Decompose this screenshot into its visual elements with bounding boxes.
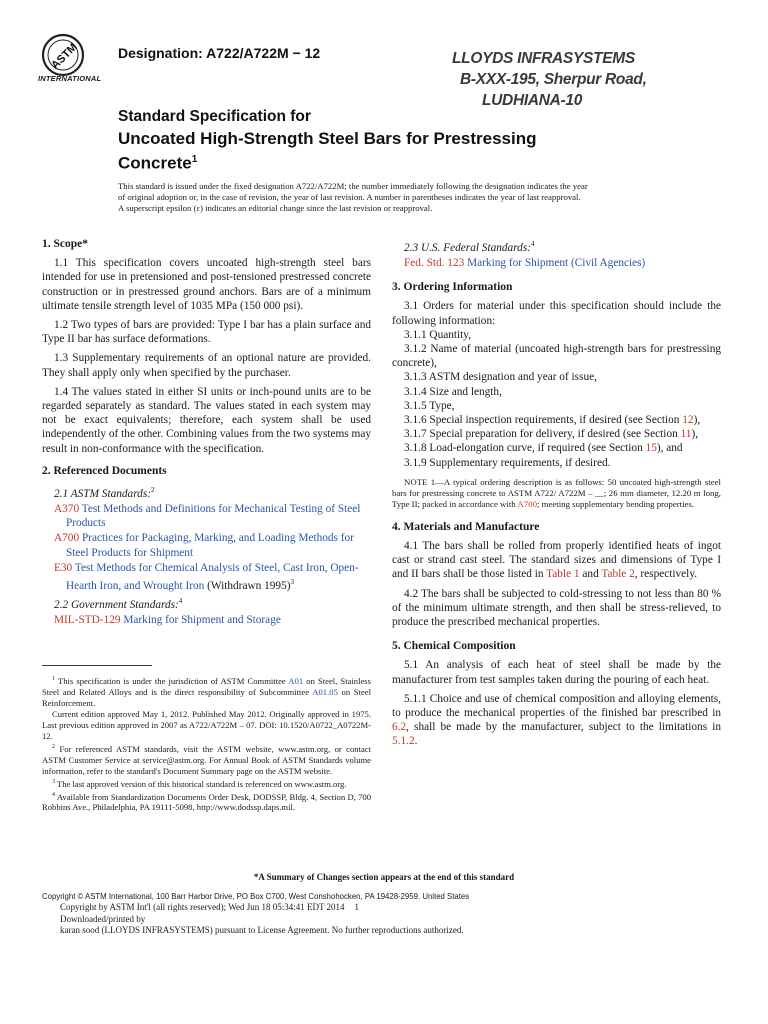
section-5-heading: 5. Chemical Composition	[392, 640, 516, 653]
section-12-link[interactable]: 12	[682, 414, 694, 426]
para-4-2: 4.2 The bars shall be subjected to cold-stressing to not less than 80 % of the minimum ultimate strength, and then shall be stress-relieved, to produce the prescribed mechanical properties.	[392, 587, 721, 629]
svg-text:ASTM: ASTM	[49, 41, 80, 72]
stamp-line-2: B-XXX-195, Sherpur Road,	[460, 71, 647, 88]
section-4-heading: 4. Materials and Manufacture	[392, 520, 540, 533]
footnotes	[42, 674, 371, 813]
para-1-3: 1.3 Supplementary requirements of an optional nature are provided. They shall apply only when specified by the purchaser.	[42, 352, 371, 379]
page-number: 1	[354, 902, 360, 912]
ref-fed-title[interactable]: Marking for Shipment (Civil Agencies)	[467, 256, 646, 269]
ref-a370-title[interactable]: Test Methods and Definitions for Mechanical Testing of Steel Products	[66, 503, 361, 530]
section-5-1-2-link[interactable]: 5.1.2	[392, 735, 415, 748]
note-1: NOTE 1—A typical ordering description is as follows: 50 uncoated high-strength steel bars for prestressing concrete to ASTM A722/ A722M – __; 26 mm diameter, 12.20 m long, Type II; packed in accordance with A700; meeting supplementary bending properties.	[392, 476, 721, 509]
title-line-1: Standard Specification for	[118, 108, 311, 125]
para-1-1: 1.1 This specification covers uncoated high-strength steel bars intended for use in pretensioned and post-tensioned prestressed concrete construction or in prestressed ground anchors. Bars are of a minimum ultimate tensile strength level of 1035 MPa (150 000 psi).	[42, 257, 371, 312]
ref-mil-title[interactable]: Marking for Shipment and Storage	[123, 613, 281, 626]
ref-a700-title[interactable]: Practices for Packaging, Marking, and Loading Methods for Steel Products for Shipment	[66, 532, 354, 559]
copyright-line: Copyright © ASTM International, 100 Barr Harbor Drive, PO Box C700, West Conshohocken, PA 19428-2959. United States	[42, 892, 470, 901]
item-3-1-3: 3.1.3 ASTM designation and year of issue,	[404, 371, 597, 384]
document-title	[118, 108, 536, 174]
ref-a370[interactable]	[42, 502, 371, 530]
ref-e30-withdrawn: (Withdrawn 1995)	[207, 579, 291, 592]
stamp-line-1: LLOYDS INFRASYSTEMS	[452, 50, 635, 67]
section-1-heading: 1. Scope*	[42, 238, 88, 250]
title-line-3: Concrete$^1$	[118, 153, 198, 173]
item-3-1-4: 3.1.4 Size and length,	[404, 385, 502, 398]
footnote-1-approval: Current edition approved May 1, 2012. Published May 2012. Originally approved in 1975. Last previous edition approved in 2007 as A722/A722M – 07. DOI: 10.1520/A0722_A0722M-12.	[42, 708, 371, 741]
item-3-1-9: 3.1.9 Supplementary requirements, if desired.	[404, 456, 611, 469]
astm-logo	[38, 30, 114, 86]
para-2-1: 2.1 ASTM Standards:$^2$	[54, 486, 155, 500]
para-1-2: 1.2 Two types of bars are provided: Type I bar has a plain surface and Type II bar has surface deformations.	[42, 319, 371, 346]
intro-line-1: This standard is issued under the fixed designation A722/A722M; the number immediately following the designation indicates the year	[118, 181, 588, 191]
table-2-link[interactable]: Table 2	[601, 568, 635, 581]
license-line-1: Copyright by ASTM Int'l (all rights reserved); Wed Jun 18 05:34:41 EDT 2014 1	[60, 902, 360, 912]
para-2-2: 2.2 Government Standards:$^4$	[54, 597, 183, 611]
para-4-1: 4.1 The bars shall be rolled from properly identified heats of ingot cast or strand cast steel. The standard sizes and dimensions of Type I and II bars shall be those listed in Table 1 and Table 2, respectively.	[392, 540, 721, 581]
right-column	[392, 237, 721, 749]
item-3-1-7: 3.1.7 Special preparation for delivery, if desired (see Section 11),	[404, 428, 699, 441]
item-3-1-5: 3.1.5 Type,	[404, 399, 455, 412]
section-3-heading: 3. Ordering Information	[392, 281, 513, 294]
item-3-1-2: 3.1.2 Name of material (uncoated high-strength bars for prestressing concrete),	[392, 342, 721, 370]
ref-a370-code[interactable]: A370	[54, 503, 80, 516]
para-1-4: 1.4 The values stated in either SI units or inch-pound units are to be regarded separately as standard. The values stated in each system may not be exact equivalents; therefore, each system shall be used independently of the other. Combining values from the two systems may result in non-conformance with the specification.	[42, 385, 371, 455]
footnote-1-subcommittee-link[interactable]: A01.05	[312, 686, 338, 697]
left-column	[42, 237, 371, 627]
section-11-link[interactable]: 11	[680, 428, 692, 441]
ref-mil-code[interactable]: MIL-STD-129	[54, 613, 121, 626]
stamp	[452, 50, 662, 110]
ref-e30[interactable]: E30 Test Methods for Chemical Analysis of Steel, Cast Iron, Open-Hearth Iron, and Wrought Iron (Withdrawn 1995)$^3$	[54, 561, 359, 592]
item-3-1-6: 3.1.6 Special inspection requirements, if desired (see Section 12),	[404, 414, 701, 426]
footnote-1-committee-link[interactable]: A01	[288, 675, 304, 686]
ref-a700[interactable]	[42, 531, 371, 559]
license-line-3: karan sood (LLOYDS INFRASYSTEMS) pursuant to License Agreement. No further reproductions authorized.	[60, 925, 464, 935]
ref-fed-std-123[interactable]	[392, 256, 721, 270]
section-15-link[interactable]: 15	[645, 442, 657, 455]
summary-of-changes-note: *A Summary of Changes section appears at the end of this standard	[253, 872, 515, 882]
footnote-2: $^2$ For referenced ASTM standards, visit the ASTM website, www.astm.org, or contact ASTM Customer Service at service@astm.org. For Annual Book of ASTM Standards volume information, refer to the standard's Document Summary page on the ASTM website.	[42, 743, 371, 776]
section-6-2-link[interactable]: 6.2	[392, 721, 407, 734]
item-3-1-8: 3.1.8 Load-elongation curve, if required (see Section 15), and	[404, 442, 683, 455]
license-line-2: Downloaded/printed by	[60, 913, 146, 924]
intro-line-3: A superscript epsilon (ε) indicates an editorial change since the last revision or reapproval.	[118, 203, 433, 213]
intro-note	[118, 181, 658, 214]
logo-wordmark: INTERNATIONAL	[38, 74, 102, 83]
title-line-2: Uncoated High-Strength Steel Bars for Prestressing	[118, 129, 537, 148]
table-1-link[interactable]: Table 1	[546, 568, 580, 581]
ref-fed-code[interactable]: Fed. Std. 123	[404, 256, 465, 269]
para-5-1: 5.1 An analysis of each heat of steel shall be made by the manufacturer from test samples taken during the pouring of each heat.	[392, 659, 721, 686]
designation: Designation: A722/A722M − 12	[118, 45, 321, 61]
footnote-4: $^4$ Available from Standardization Documents Order Desk, DODSSP, Bldg. 4, Section D, 700 Robbins Ave., Philadelphia, PA 19111-5098, http://www.dodssp.daps.mil.	[42, 791, 371, 813]
ref-a700-code[interactable]: A700	[54, 532, 80, 545]
ref-e30-code[interactable]: E30	[54, 561, 73, 574]
para-5-1-1: 5.1.1 Choice and use of chemical composition and alloying elements, to produce the mechanical properties of the finished bar prescribed in 6.2, shall be made by the manufacturer, subject to the limitations in 5.1.2.	[392, 692, 721, 748]
para-3-1: 3.1 Orders for material under this specification should include the following information:	[392, 300, 721, 327]
footnote-3: $^3$ The last approved version of this historical standard is referenced on www.astm.org.	[52, 778, 347, 789]
footnote-1: $^1$ This specification is under the jurisdiction of ASTM Committee A01 on Steel, Stainless Steel and Related Alloys and is the direct responsibility of Subcommittee A01.05 on Steel Reinforcement.	[42, 675, 371, 708]
ref-e30-title[interactable]: Test Methods for Chemical Analysis of Steel, Cast Iron, Open-Hearth Iron, and Wrought Iron	[66, 561, 359, 592]
para-2-3: 2.3 U.S. Federal Standards:$^4$	[404, 240, 535, 254]
note-a700-link[interactable]: A700	[517, 498, 537, 509]
section-2-heading: 2. Referenced Documents	[42, 464, 167, 477]
license-block	[60, 902, 464, 937]
footnote-divider	[42, 665, 152, 666]
stamp-line-3: LUDHIANA-10	[482, 92, 583, 109]
intro-line-2: of original adoption or, in the case of revision, the year of last revision. A number in parentheses indicates the year of last reapproval.	[118, 192, 581, 202]
item-3-1-1: 3.1.1 Quantity,	[404, 328, 472, 341]
ref-mil-std-129[interactable]	[42, 613, 371, 627]
title-footnote-ref: 1	[191, 154, 198, 165]
